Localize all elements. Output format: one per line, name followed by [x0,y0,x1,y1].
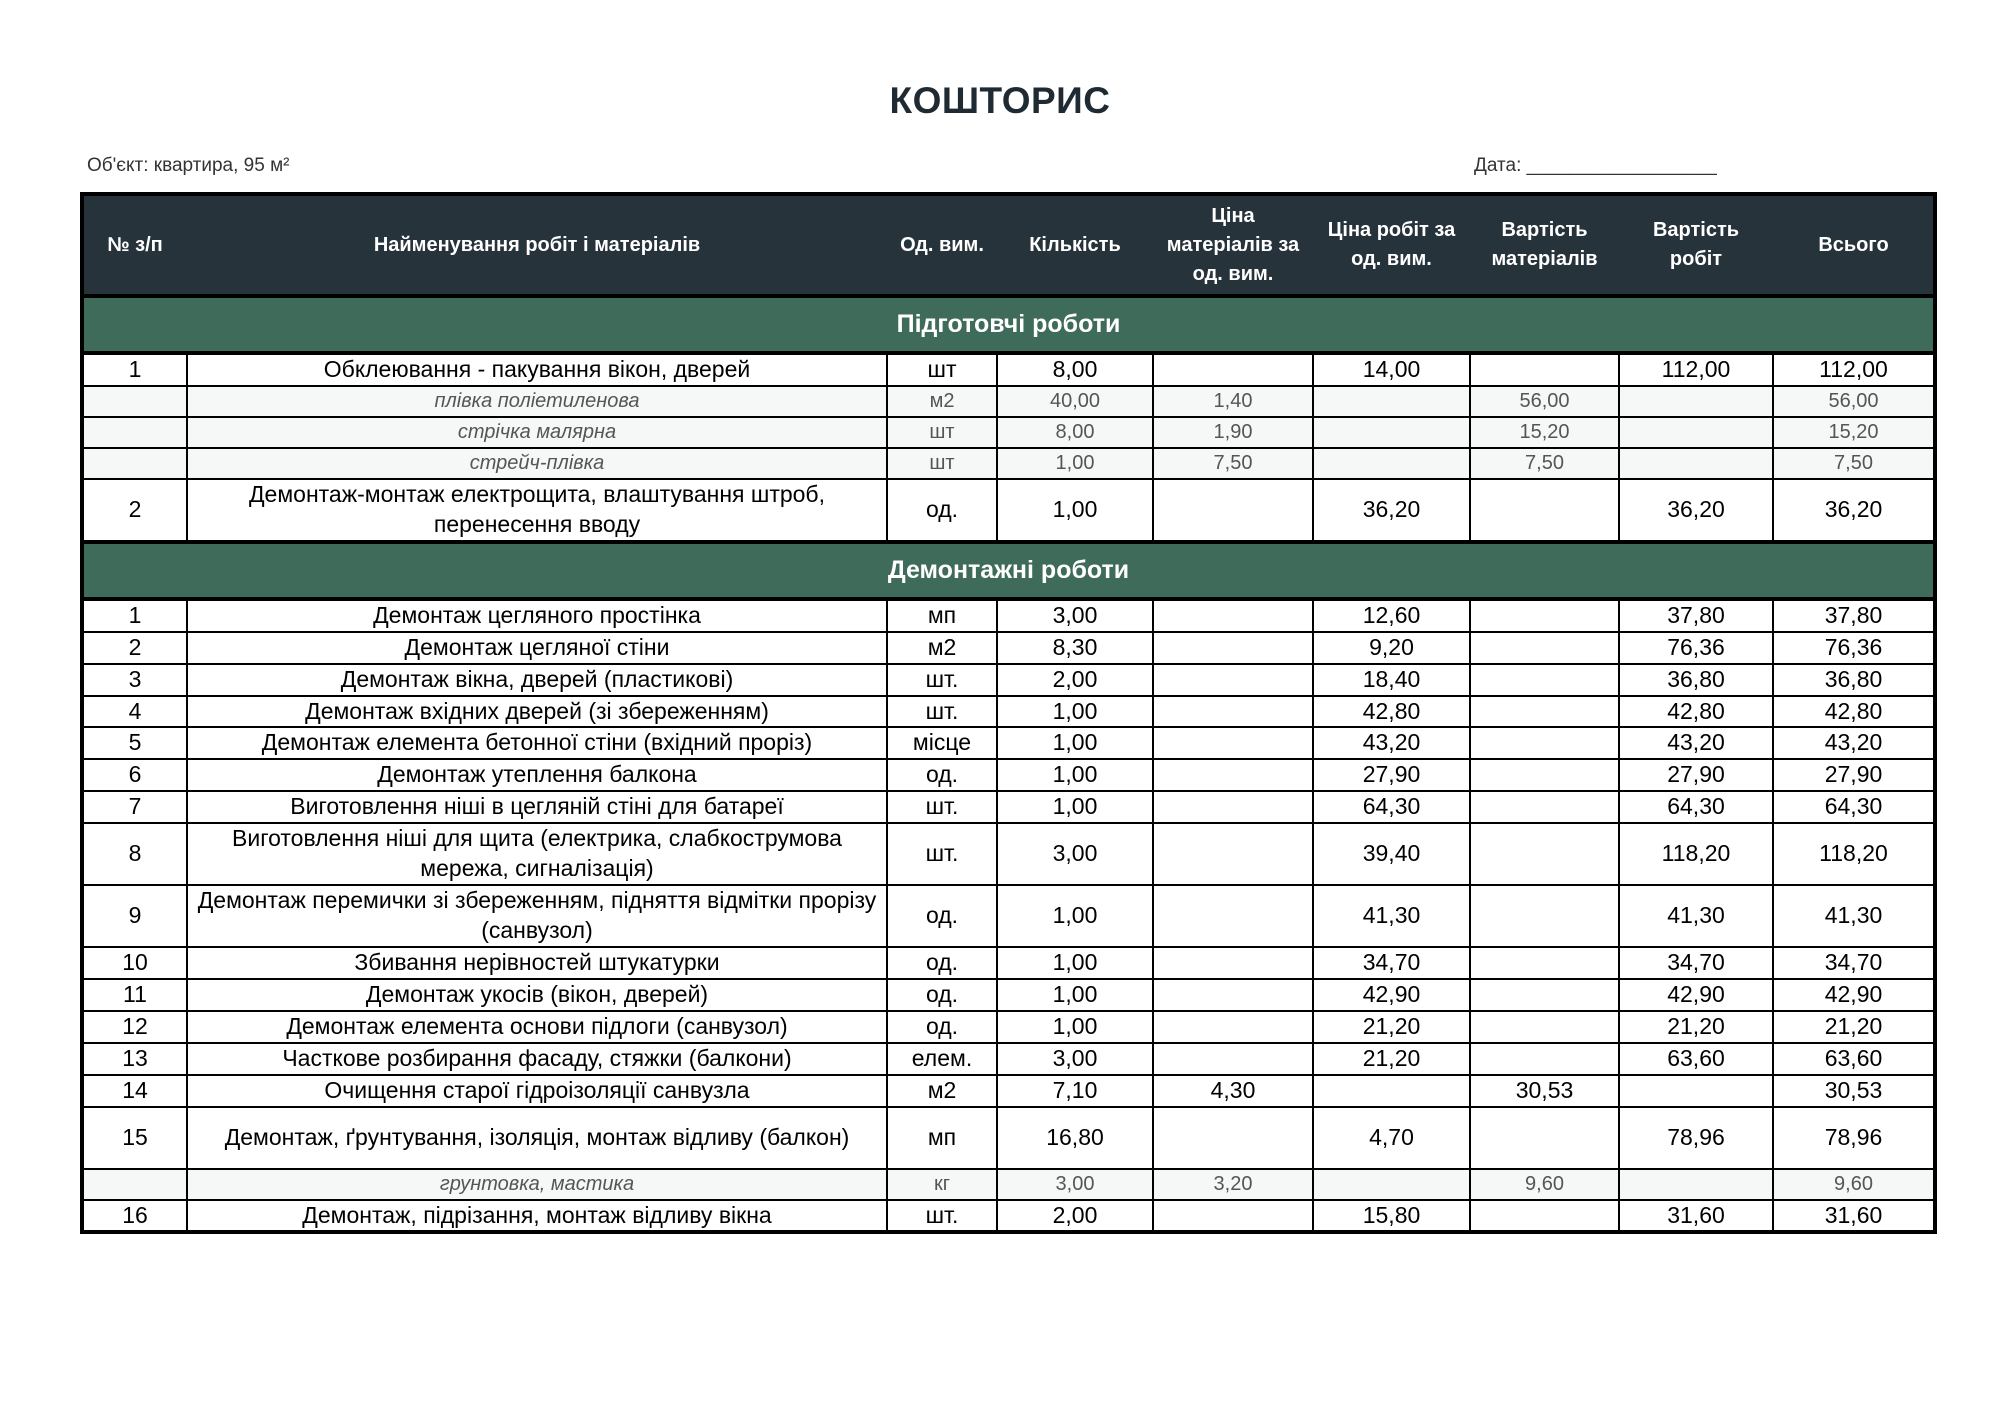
cell-qty: 3,00 [997,1043,1153,1075]
header-work-cost: Вартість робіт [1619,194,1773,296]
cell-mat-cost [1470,696,1619,728]
header-no: № з/п [82,194,187,296]
cell-qty: 1,00 [997,791,1153,823]
work-row [82,632,1935,664]
cell-mat-cost: 9,60 [1470,1169,1619,1200]
cell-name: Демонтаж елемента бетонної стіни (вхідний проріз) [187,727,887,759]
header-name: Найменування робіт і матеріалів [187,194,887,296]
cell-total: 78,96 [1773,1107,1935,1169]
cell-mat-cost: 30,53 [1470,1075,1619,1107]
cell-mat-cost [1470,479,1619,542]
cell-mat-price [1153,1011,1313,1043]
cell-mat-price [1153,696,1313,728]
cell-qty: 7,10 [997,1075,1153,1107]
cell-mat-cost [1470,1200,1619,1233]
cell-total: 56,00 [1773,386,1935,417]
cell-work-price: 42,90 [1313,979,1470,1011]
cell-no: 11 [82,979,187,1011]
cell-work-cost: 37,80 [1619,599,1773,632]
cell-work-cost: 36,20 [1619,479,1773,542]
cell-unit: шт [887,448,997,479]
work-row [82,1011,1935,1043]
work-row [82,479,1935,542]
cell-work-price: 34,70 [1313,947,1470,979]
cell-work-cost: 21,20 [1619,1011,1773,1043]
cell-mat-price [1153,759,1313,791]
cell-no: 1 [82,599,187,632]
cell-mat-cost [1470,353,1619,386]
cell-work-cost: 118,20 [1619,823,1773,885]
cell-mat-cost [1470,727,1619,759]
cell-name: Часткове розбирання фасаду, стяжки (балкони) [187,1043,887,1075]
cell-qty: 16,80 [997,1107,1153,1169]
header-work-price: Ціна робіт за од. вим. [1313,194,1470,296]
cell-name: Демонтаж цегляного простінка [187,599,887,632]
cell-mat-cost [1470,1107,1619,1169]
section-header-row [82,296,1935,353]
cell-no: 16 [82,1200,187,1233]
cell-work-cost: 112,00 [1619,353,1773,386]
cell-unit: шт. [887,791,997,823]
cell-name: грунтовка, мастика [187,1169,887,1200]
cell-qty: 1,00 [997,947,1153,979]
cell-no [82,1169,187,1200]
work-row [82,696,1935,728]
header-mat-cost: Вартість матеріалів [1470,194,1619,296]
cell-mat-cost [1470,599,1619,632]
cell-no: 2 [82,479,187,542]
cell-name: Демонтаж перемички зі збереженням, підняття відмітки прорізу (санвузол) [187,885,887,947]
cell-no [82,448,187,479]
work-row [82,947,1935,979]
cell-unit: м2 [887,386,997,417]
cell-total: 36,20 [1773,479,1935,542]
work-row [82,885,1935,947]
cell-work-price [1313,386,1470,417]
cell-qty: 8,00 [997,417,1153,448]
cell-work-price: 21,20 [1313,1011,1470,1043]
cell-no: 5 [82,727,187,759]
cell-work-cost: 42,80 [1619,696,1773,728]
cell-work-cost: 43,20 [1619,727,1773,759]
cell-no: 12 [82,1011,187,1043]
cell-total: 15,20 [1773,417,1935,448]
cell-mat-price [1153,632,1313,664]
cell-mat-cost: 56,00 [1470,386,1619,417]
cell-no: 1 [82,353,187,386]
cell-mat-price [1153,479,1313,542]
cell-work-cost [1619,386,1773,417]
cell-total: 36,80 [1773,664,1935,696]
cell-mat-cost: 15,20 [1470,417,1619,448]
cell-name: стрейч-плівка [187,448,887,479]
cell-mat-cost: 7,50 [1470,448,1619,479]
cell-name: Демонтаж утеплення балкона [187,759,887,791]
cell-no: 13 [82,1043,187,1075]
cell-unit: м2 [887,632,997,664]
cell-work-price: 27,90 [1313,759,1470,791]
cell-work-price [1313,1169,1470,1200]
work-row [82,1043,1935,1075]
cell-qty: 3,00 [997,599,1153,632]
cell-total: 30,53 [1773,1075,1935,1107]
cell-work-cost [1619,1169,1773,1200]
cell-work-price: 36,20 [1313,479,1470,542]
cell-total: 43,20 [1773,727,1935,759]
cell-total: 42,80 [1773,696,1935,728]
cell-work-cost: 36,80 [1619,664,1773,696]
cell-mat-price [1153,664,1313,696]
work-row [82,1075,1935,1107]
cell-no: 15 [82,1107,187,1169]
cell-name: Виготовлення ніші в цегляній стіні для батареї [187,791,887,823]
cell-no: 6 [82,759,187,791]
cell-no: 14 [82,1075,187,1107]
cell-work-price [1313,417,1470,448]
material-row [82,448,1935,479]
cell-work-price: 15,80 [1313,1200,1470,1233]
table-body [82,296,1935,1232]
cell-total: 63,60 [1773,1043,1935,1075]
cell-unit: мп [887,1107,997,1169]
cell-no [82,417,187,448]
cell-unit: од. [887,479,997,542]
cell-mat-price: 4,30 [1153,1075,1313,1107]
cell-work-cost: 63,60 [1619,1043,1773,1075]
cell-name: Демонтаж, підрізання, монтаж відливу вікна [187,1200,887,1233]
cell-mat-cost [1470,664,1619,696]
cell-qty: 3,00 [997,823,1153,885]
cell-unit: од. [887,979,997,1011]
cell-mat-cost [1470,759,1619,791]
cell-mat-price [1153,947,1313,979]
cell-no [82,386,187,417]
cell-work-cost: 34,70 [1619,947,1773,979]
cell-no: 9 [82,885,187,947]
section-title: Демонтажні роботи [82,542,1935,599]
cell-qty: 1,00 [997,696,1153,728]
cell-work-cost: 78,96 [1619,1107,1773,1169]
cell-qty: 1,00 [997,885,1153,947]
cell-total: 76,36 [1773,632,1935,664]
cell-unit: од. [887,947,997,979]
cell-qty: 2,00 [997,1200,1153,1233]
cell-name: плівка поліетиленова [187,386,887,417]
cell-unit: од. [887,885,997,947]
work-row [82,791,1935,823]
cell-unit: кг [887,1169,997,1200]
cell-work-price [1313,448,1470,479]
cell-work-cost: 76,36 [1619,632,1773,664]
cell-work-cost: 64,30 [1619,791,1773,823]
cell-total: 27,90 [1773,759,1935,791]
cell-mat-price [1153,1200,1313,1233]
header-qty: Кількість [997,194,1153,296]
cell-total: 37,80 [1773,599,1935,632]
cell-mat-price: 7,50 [1153,448,1313,479]
cell-total: 9,60 [1773,1169,1935,1200]
cell-qty: 1,00 [997,727,1153,759]
cell-mat-price [1153,353,1313,386]
cell-no: 8 [82,823,187,885]
object-label: Об'єкт: квартира, 95 м² [87,155,290,176]
cell-unit: елем. [887,1043,997,1075]
work-row [82,1107,1935,1169]
cell-work-price: 21,20 [1313,1043,1470,1075]
cell-qty: 3,00 [997,1169,1153,1200]
cell-mat-price [1153,823,1313,885]
cell-unit: мп [887,599,997,632]
work-row [82,823,1935,885]
cell-mat-price [1153,1043,1313,1075]
section-header-row [82,542,1935,599]
cell-work-price: 9,20 [1313,632,1470,664]
cell-work-cost [1619,448,1773,479]
cell-work-cost: 27,90 [1619,759,1773,791]
cell-qty: 1,00 [997,448,1153,479]
cell-name: Виготовлення ніші для щита (електрика, слабкострумова мережа, сигналізація) [187,823,887,885]
cell-mat-price [1153,979,1313,1011]
cell-mat-price [1153,1107,1313,1169]
cell-qty: 1,00 [997,979,1153,1011]
cell-work-price: 41,30 [1313,885,1470,947]
cell-mat-cost [1470,823,1619,885]
document-title: КОШТОРИС [889,80,1111,121]
cell-mat-price [1153,727,1313,759]
cell-no: 3 [82,664,187,696]
cell-total: 31,60 [1773,1200,1935,1233]
table-header [82,194,1935,296]
cell-work-price: 18,40 [1313,664,1470,696]
header-unit: Од. вим. [887,194,997,296]
cell-total: 42,90 [1773,979,1935,1011]
header-mat-price: Ціна матеріалів за од. вим. [1153,194,1313,296]
cell-work-cost [1619,417,1773,448]
cell-name: Демонтаж, ґрунтування, ізоляція, монтаж відливу (балкон) [187,1107,887,1169]
cell-qty: 2,00 [997,664,1153,696]
estimate-table [80,192,1937,1234]
cell-unit: шт. [887,823,997,885]
cell-name: Очищення старої гідроізоляції санвузла [187,1075,887,1107]
cell-mat-cost [1470,1011,1619,1043]
cell-unit: шт. [887,1200,997,1233]
cell-mat-cost [1470,885,1619,947]
cell-mat-cost [1470,1043,1619,1075]
work-row [82,979,1935,1011]
cell-mat-price [1153,791,1313,823]
cell-total: 41,30 [1773,885,1935,947]
cell-no: 2 [82,632,187,664]
work-row [82,1200,1935,1233]
header-total: Всього [1773,194,1935,296]
cell-name: Демонтаж-монтаж електрощита, влаштування штроб, перенесення вводу [187,479,887,542]
cell-work-price: 39,40 [1313,823,1470,885]
cell-qty: 40,00 [997,386,1153,417]
cell-name: Демонтаж укосів (вікон, дверей) [187,979,887,1011]
cell-unit: шт [887,417,997,448]
cell-name: Демонтаж елемента основи підлоги (санвузол) [187,1011,887,1043]
cell-no: 10 [82,947,187,979]
cell-work-cost: 42,90 [1619,979,1773,1011]
cell-qty: 8,30 [997,632,1153,664]
cell-unit: од. [887,759,997,791]
cell-no: 4 [82,696,187,728]
cell-total: 64,30 [1773,791,1935,823]
work-row [82,759,1935,791]
cell-total: 112,00 [1773,353,1935,386]
cell-work-cost [1619,1075,1773,1107]
cell-work-price: 43,20 [1313,727,1470,759]
cell-name: Демонтаж вхідних дверей (зі збереженням) [187,696,887,728]
cell-mat-price [1153,885,1313,947]
cell-work-price: 12,60 [1313,599,1470,632]
cell-unit: місце [887,727,997,759]
cell-qty: 1,00 [997,759,1153,791]
cell-total: 34,70 [1773,947,1935,979]
cell-qty: 1,00 [997,479,1153,542]
cell-unit: шт [887,353,997,386]
cell-unit: од. [887,1011,997,1043]
cell-name: Збивання нерівностей штукатурки [187,947,887,979]
cell-name: Демонтаж вікна, дверей (пластикові) [187,664,887,696]
cell-total: 21,20 [1773,1011,1935,1043]
cell-work-price: 14,00 [1313,353,1470,386]
cell-total: 7,50 [1773,448,1935,479]
cell-no: 7 [82,791,187,823]
cell-work-price: 4,70 [1313,1107,1470,1169]
work-row [82,353,1935,386]
cell-mat-cost [1470,791,1619,823]
cell-mat-cost [1470,632,1619,664]
cell-work-price: 42,80 [1313,696,1470,728]
material-row [82,1169,1935,1200]
work-row [82,727,1935,759]
cell-work-cost: 31,60 [1619,1200,1773,1233]
cell-total: 118,20 [1773,823,1935,885]
section-title: Підготовчі роботи [82,296,1935,353]
cell-unit: шт. [887,664,997,696]
material-row [82,417,1935,448]
date-label: Дата: __________________ [1474,155,1717,176]
cell-work-cost: 41,30 [1619,885,1773,947]
cell-mat-price: 1,90 [1153,417,1313,448]
work-row [82,664,1935,696]
work-row [82,599,1935,632]
material-row [82,386,1935,417]
cell-unit: шт. [887,696,997,728]
cell-qty: 8,00 [997,353,1153,386]
cell-name: Демонтаж цегляної стіни [187,632,887,664]
cell-mat-price: 1,40 [1153,386,1313,417]
cell-mat-price: 3,20 [1153,1169,1313,1200]
cell-mat-price [1153,599,1313,632]
cell-work-price: 64,30 [1313,791,1470,823]
cell-qty: 1,00 [997,1011,1153,1043]
cell-name: стрічка малярна [187,417,887,448]
cell-mat-cost [1470,979,1619,1011]
cell-name: Обклеювання - пакування вікон, дверей [187,353,887,386]
cell-mat-cost [1470,947,1619,979]
cell-work-price [1313,1075,1470,1107]
cell-unit: м2 [887,1075,997,1107]
